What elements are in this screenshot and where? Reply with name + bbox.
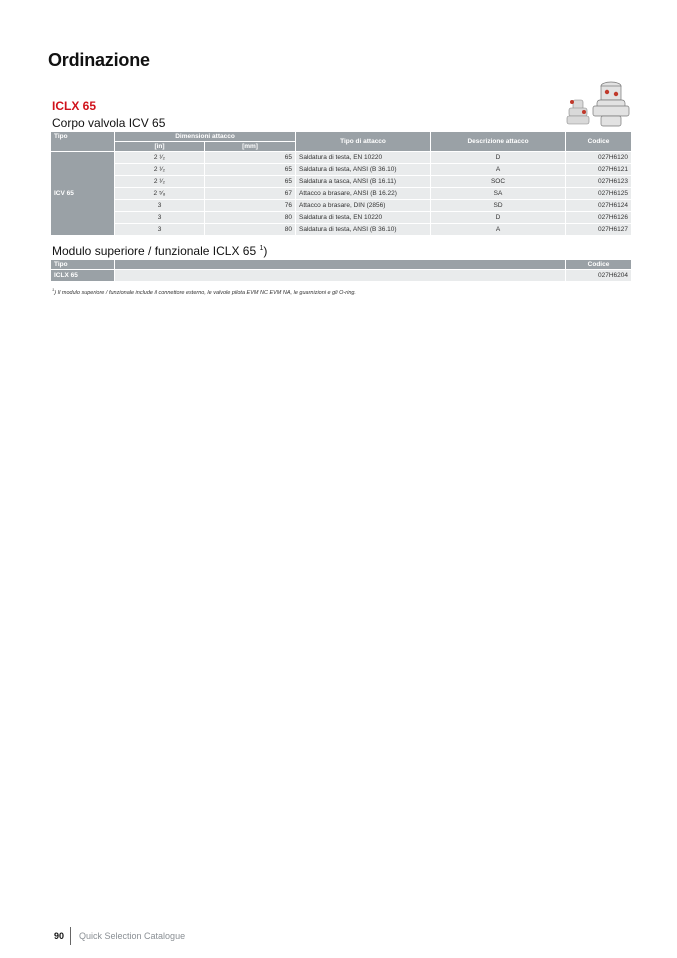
cell-mm: 65 [205, 164, 296, 176]
section-title-top-module-text: Modulo superiore / funzionale ICLX 65 [52, 244, 257, 258]
type-cell: ICV 65 [51, 152, 115, 236]
cell-code: 027H6125 [566, 188, 632, 200]
cell-code: 027H6204 [566, 270, 632, 282]
cell-mm: 80 [205, 212, 296, 224]
footnote-marker: 1 [259, 245, 264, 252]
cell-connection: Attacco a brasare, ANSI (B 16.22) [296, 188, 431, 200]
cell-in: 3 [115, 224, 205, 236]
cell-in: 2 ¹⁄₂ [115, 176, 205, 188]
cell-connection: Saldatura di testa, ANSI (B 36.10) [296, 224, 431, 236]
cell-code: 027H6120 [566, 152, 632, 164]
cell-description: SA [431, 188, 566, 200]
footnote-text: ) Il modulo superiore / funzionale include il connettore esterno, le valvole pilota EVM NC EVM NA, le guarnizioni e gli O-ring. [54, 289, 356, 296]
cell-description: D [431, 212, 566, 224]
cell-code: 027H6126 [566, 212, 632, 224]
cell-mm: 67 [205, 188, 296, 200]
cell-code: 027H6121 [566, 164, 632, 176]
cell-description: A [431, 224, 566, 236]
cell-mm: 76 [205, 200, 296, 212]
table-row [51, 188, 632, 200]
header-type: Tipo [51, 132, 115, 152]
page-footer [54, 928, 185, 944]
cell-code: 027H6124 [566, 200, 632, 212]
cell-connection: Saldatura di testa, ANSI (B 36.10) [296, 164, 431, 176]
top-module-table [50, 259, 632, 282]
product-title: ICLX 65 [52, 99, 97, 113]
cell-mm: 80 [205, 224, 296, 236]
header-spacer [115, 260, 566, 270]
cell-connection: Saldatura a tasca, ANSI (B 16.11) [296, 176, 431, 188]
section-title-valve-body: Corpo valvola ICV 65 [52, 116, 166, 130]
cell-spacer [115, 270, 566, 282]
cell-in: 2 ⁵⁄₈ [115, 188, 205, 200]
valve-body-table [50, 131, 632, 236]
footer-divider [70, 927, 71, 945]
cell-in: 3 [115, 200, 205, 212]
cell-in: 2 ¹⁄₂ [115, 164, 205, 176]
header-code: Codice [566, 260, 632, 270]
cell-description: D [431, 152, 566, 164]
header-in: [in] [115, 142, 205, 152]
cell-connection: Saldatura di testa, EN 10220 [296, 152, 431, 164]
footnote [52, 287, 356, 296]
cell-description: SOC [431, 176, 566, 188]
footnote-marker-paren: ) [263, 244, 268, 258]
footnote-number: 1 [52, 287, 55, 292]
header-code: Codice [566, 132, 632, 152]
type-cell: ICLX 65 [51, 270, 115, 282]
header-dimensions: Dimensioni attacco [115, 132, 296, 142]
table-row [51, 270, 632, 282]
catalogue-name: Quick Selection Catalogue [79, 931, 186, 941]
cell-mm: 65 [205, 176, 296, 188]
table-row [51, 176, 632, 188]
cell-connection: Attacco a brasare, DIN (2856) [296, 200, 431, 212]
page-title: Ordinazione [48, 50, 150, 70]
section-title-top-module [52, 244, 267, 258]
page-number: 90 [54, 931, 65, 941]
header-connection-description: Descrizione attacco [431, 132, 566, 152]
cell-description: SD [431, 200, 566, 212]
table-row [51, 224, 632, 236]
header-type: Tipo [51, 260, 115, 270]
table-row [51, 164, 632, 176]
cell-connection: Saldatura di testa, EN 10220 [296, 212, 431, 224]
table-row [51, 200, 632, 212]
cell-in: 3 [115, 212, 205, 224]
header-mm: [mm] [205, 142, 296, 152]
cell-code: 027H6123 [566, 176, 632, 188]
valve-product-image [563, 78, 633, 130]
header-connection-type: Tipo di attacco [296, 132, 431, 152]
table-row [51, 212, 632, 224]
cell-in: 2 ¹⁄₂ [115, 152, 205, 164]
cell-code: 027H6127 [566, 224, 632, 236]
cell-description: A [431, 164, 566, 176]
table-row [51, 152, 632, 164]
cell-mm: 65 [205, 152, 296, 164]
